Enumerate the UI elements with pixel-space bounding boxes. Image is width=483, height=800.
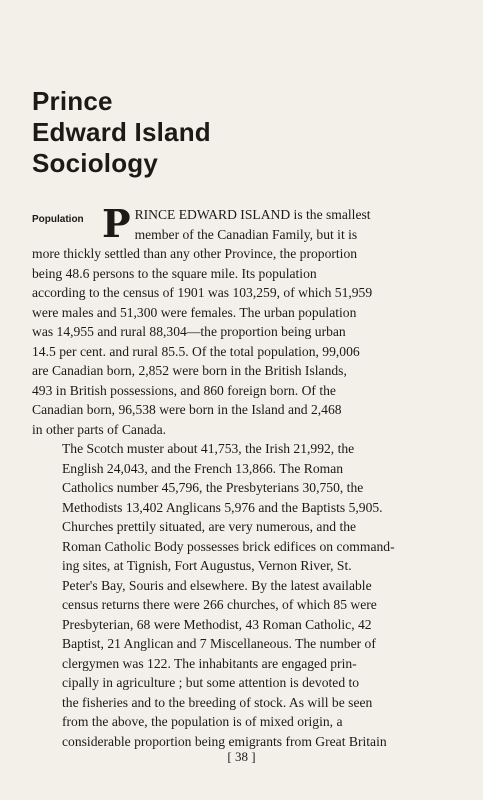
text-line: the fisheries and to the breeding of stock. As will be seen (62, 694, 373, 710)
text-line: clergymen was 122. The inhabitants are engaged prin- (62, 655, 357, 671)
title-line-2: Edward Island (32, 117, 211, 147)
text-line: English 24,043, and the French 13,866. The Roman (62, 460, 344, 476)
page-number: [ 38 ] (227, 749, 256, 764)
text-line: The Scotch muster about 41,753, the Irish 21,992, the (62, 441, 355, 456)
paragraph-2 (32, 439, 457, 751)
title-line-3: Sociology (32, 148, 159, 178)
text-line: Roman Catholic Body possesses brick edifices on command- (62, 538, 395, 554)
text-line: ing sites, at Tignish, Fort Augustus, Vernon River, St. (62, 558, 352, 573)
text-line: Canadian born, 96,538 were born in the Island and 2,468 (32, 402, 342, 417)
text-line: considerable proportion being emigrants from Great Britain (62, 733, 387, 749)
text-line: RINCE EDWARD ISLAND is the smallest (134, 207, 371, 222)
text-line: from the above, the population is of mixed origin, a (62, 714, 343, 729)
drop-cap: P (102, 201, 131, 246)
margin-note: Population (32, 214, 84, 225)
text-line: are Canadian born, 2,852 were born in the British Islands, (32, 363, 347, 378)
text-line: 14.5 per cent. and rural 85.5. Of the total population, 99,006 (32, 343, 360, 359)
text-line: Catholics number 45,796, the Presbyterians 30,750, the (62, 480, 364, 495)
text-line: more thickly settled than any other Province, the proportion (32, 246, 358, 261)
text-line: according to the census of 1901 was 103,259, of which 51,959 (32, 285, 373, 300)
text-line: cipally in agriculture ; but some attention is devoted to (62, 675, 360, 690)
paragraph-1 (32, 201, 457, 439)
title-line-1: Prince (32, 86, 113, 116)
text-line: Methodists 13,402 Anglicans 5,976 and the Baptists 5,905. (62, 499, 383, 515)
text-line: census returns there were 266 churches, of which 85 were (62, 597, 377, 612)
text-line: Peter's Bay, Souris and elsewhere. By the latest available (62, 577, 372, 593)
text-line: Presbyterian, 68 were Methodist, 43 Roman Catholic, 42 (62, 616, 372, 632)
text-line: Baptist, 21 Anglican and 7 Miscellaneous. The number of (62, 636, 376, 651)
text-line: was 14,955 and rural 88,304—the proportion being urban (32, 324, 346, 339)
text-line: in other parts of Canada. (32, 421, 167, 437)
page-title (32, 86, 211, 179)
text-line: being 48.6 persons to the square mile. Its population (32, 265, 317, 281)
text-line: 493 in British possessions, and 860 foreign born. Of the (32, 382, 336, 398)
text-line: member of the Canadian Family, but it is (134, 226, 358, 242)
text-line: were males and 51,300 were females. The urban population (32, 304, 357, 320)
text-line: Churches prettily situated, are very numerous, and the (62, 519, 357, 534)
